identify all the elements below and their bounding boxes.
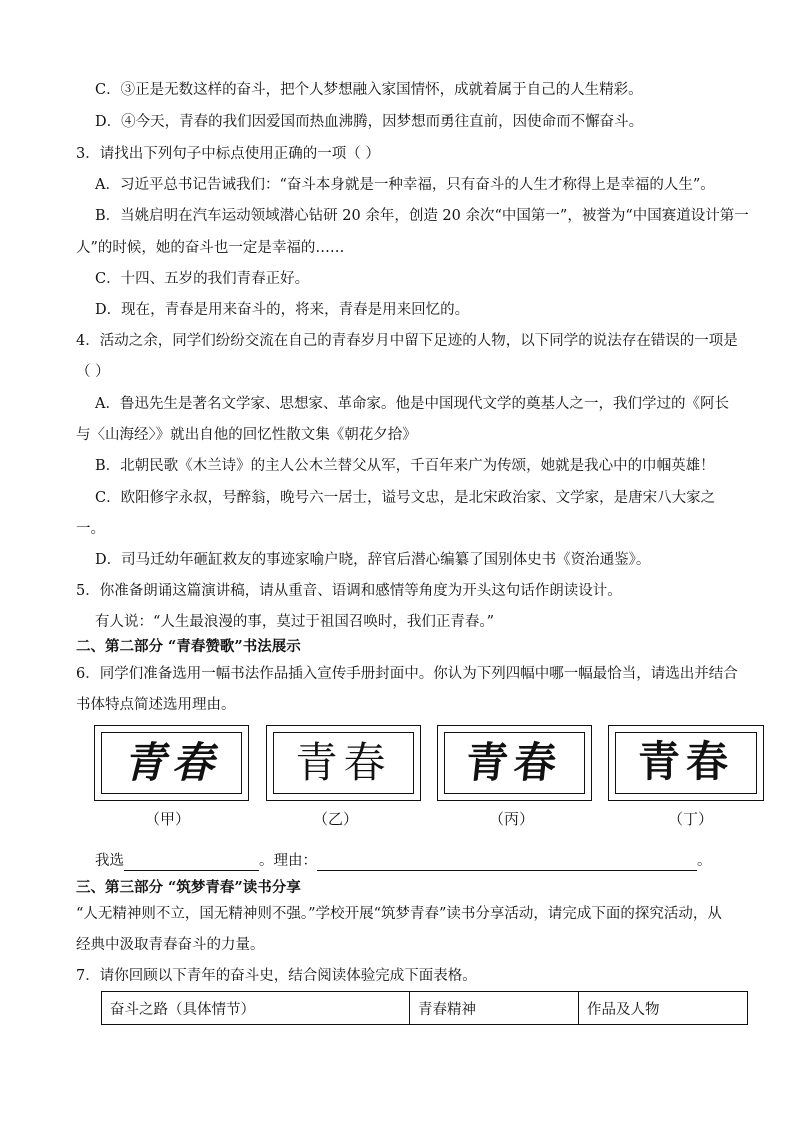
- q3-option-d: D．现在，青春是用来奋斗的，将来，青春是用来回忆的。: [95, 302, 470, 318]
- question-3: 3．请找出下列句子中标点使用正确的一项（ ）: [76, 146, 380, 162]
- question-4: 4．活动之余，同学们纷纷交流在自己的青春岁月中留下足迹的人物，以下同学的说法存在错误的一项是: [76, 333, 738, 349]
- section-3-heading: 三、第三部分 “筑梦青春”读书分享: [76, 879, 301, 896]
- calligraphy-options: [94, 725, 764, 803]
- section-3-intro-line1: “人无精神则不立，国无精神则不强。”学校开展“筑梦青春”读书分享活动，请完成下面的探究活动，从: [76, 906, 722, 922]
- section-2-heading: 二、第二部分 “青春赞歌”书法展示: [76, 638, 301, 655]
- q4-option-c-line2: 一。: [76, 521, 105, 537]
- choose-label: 我选: [95, 853, 124, 869]
- q4-option-b: B．北朝民歌《木兰诗》的主人公木兰替父从军，千百年来广为传颂，她就是我心中的巾帼英雄！: [95, 458, 715, 474]
- answer-period: 。: [697, 853, 712, 869]
- option-d-text: D．④今天，青春的我们因爱国而热血沸腾，因梦想而勇往直前，因使命而不懈奋斗。: [95, 114, 644, 130]
- reason-label: 。理由：: [259, 853, 317, 869]
- section-3-intro-line2: 经典中汲取青春奋斗的力量。: [76, 937, 265, 953]
- q3-option-b-line2: 人”的时候，她的奋斗也一定是幸福的……: [76, 240, 345, 256]
- answer-line: [95, 851, 712, 871]
- q3-option-c: C．十四、五岁的我们青春正好。: [95, 271, 310, 287]
- caption-bing: （丙）: [489, 810, 535, 828]
- table-header-cell: 青春精神: [410, 992, 579, 1025]
- question-4-paren: （ ）: [76, 364, 110, 380]
- calligraphy-yi: 青春: [295, 739, 392, 786]
- calligraphy-card-yi: [266, 725, 421, 801]
- choice-blank[interactable]: [124, 854, 259, 871]
- caption-jia: （甲）: [145, 810, 191, 828]
- table-header-cell: 奋斗之路（具体情节）: [102, 992, 410, 1025]
- caption-ding: （丁）: [668, 810, 714, 828]
- q7-table: [101, 991, 748, 1025]
- q4-option-d: D．司马迁幼年砸缸救友的事迹家喻户晓，辞官后潜心编纂了国别体史书《资治通鉴》。: [95, 552, 651, 568]
- table-header-cell: 作品及人物: [579, 992, 748, 1025]
- question-7: 7．请你回顾以下青年的奋斗史，结合阅读体验完成下面表格。: [76, 968, 477, 984]
- calligraphy-card-jia: [94, 725, 249, 801]
- caption-yi: （乙）: [313, 810, 359, 828]
- question-6-line2: 书体特点简述选用理由。: [76, 697, 236, 713]
- calligraphy-ding: 青春: [637, 740, 734, 786]
- reason-blank[interactable]: [317, 854, 697, 871]
- q3-option-b-line1: B．当姚启明在汽车运动领域潜心钻研 20 余年，创造 20 余次“中国第一”，被誉为“中国赛道设计第一: [95, 208, 749, 224]
- q5-quote: 有人说：“人生最浪漫的事，莫过于祖国召唤时，我们正青春。”: [95, 614, 495, 630]
- calligraphy-card-ding: [608, 725, 764, 801]
- q4-option-a-line2: 与〈山海经〉》就出自他的回忆性散文集《朝花夕拾》: [76, 427, 417, 443]
- q4-option-c-line1: C．欧阳修字永叔，号醉翁，晚号六一居士，谥号文忠，是北宋政治家、文学家，是唐宋八大家之: [95, 490, 716, 506]
- calligraphy-bing: 青春: [463, 738, 566, 787]
- calligraphy-jia: 青春: [123, 738, 220, 787]
- q4-option-a-line1: A．鲁迅先生是著名文学家、思想家、革命家。他是中国现代文学的奠基人之一，我们学过的《阿长: [95, 396, 729, 412]
- question-5: 5．你准备朗诵这篇演讲稿，请从重音、语调和感情等角度为开头这句话作朗读设计。: [76, 583, 622, 599]
- calligraphy-card-bing: [437, 725, 592, 801]
- q3-option-a: A．习近平总书记告诫我们：“奋斗本身就是一种幸福，只有奋斗的人生才称得上是幸福的人生”。: [95, 177, 715, 193]
- table-header-row: [102, 992, 748, 1025]
- question-6-line1: 6．同学们准备选用一幅书法作品插入宣传手册封面中。你认为下列四幅中哪一幅最恰当，请选出并结合: [76, 666, 738, 682]
- option-c-text: C．③正是无数这样的奋斗，把个人梦想融入家国情怀，成就着属于自己的人生精彩。: [95, 82, 643, 98]
